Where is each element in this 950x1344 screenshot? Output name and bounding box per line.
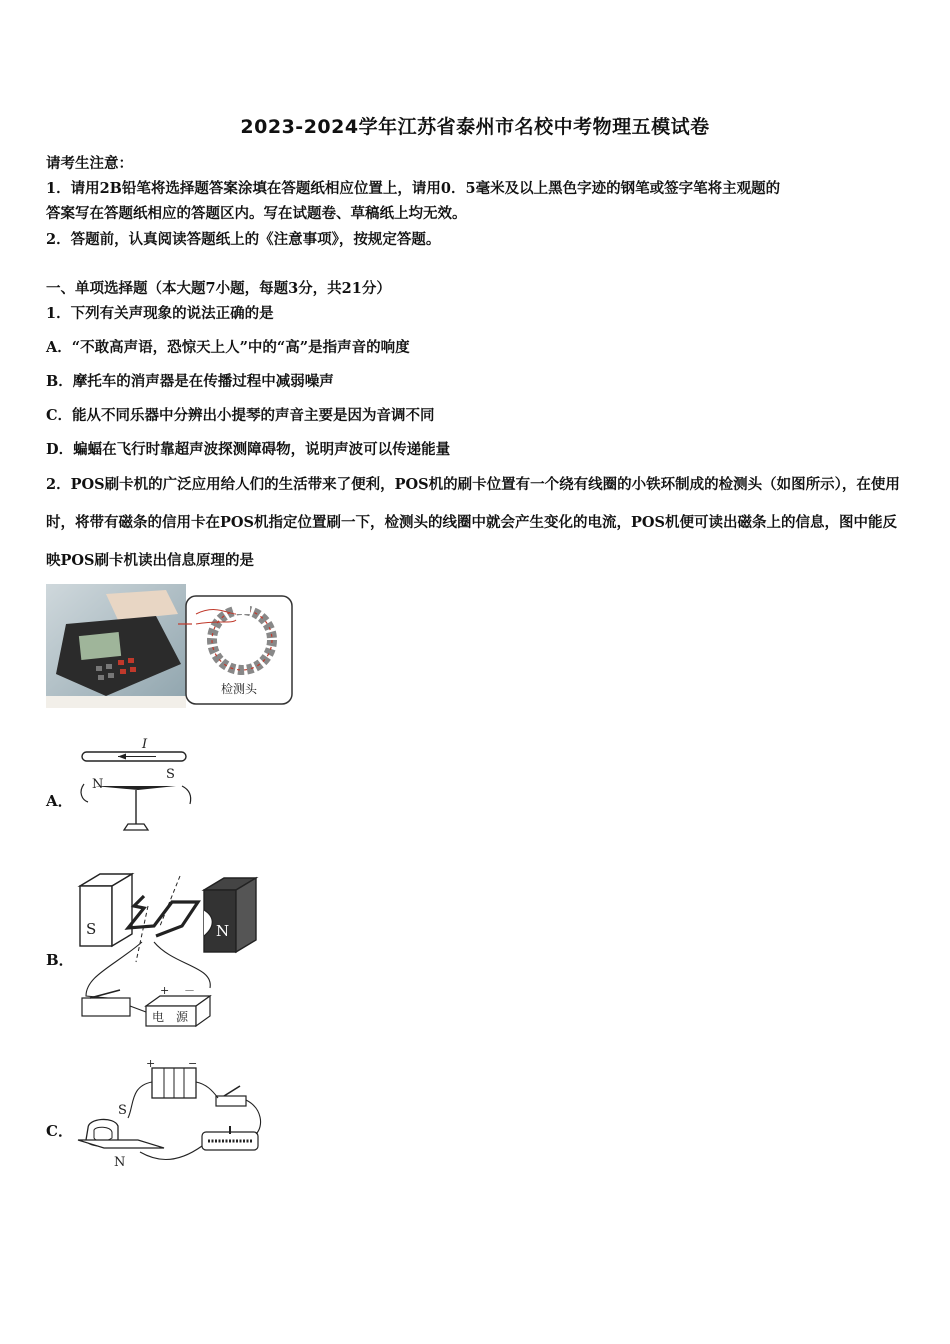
rail-shape [78,1140,164,1148]
north-pole-label: N [92,777,104,792]
option-c-circuit-figure [74,1056,274,1181]
option-b-motor-figure [74,866,264,1031]
battery-plus-label: + [146,1057,156,1070]
magnet-s-label: S [86,920,97,938]
question-1-option-b: B．摩托车的消声器是在传播过程中减弱噪声 [46,373,334,390]
magnet-n-label: N [216,922,230,940]
question-2-option-c-label: C． [46,1122,73,1140]
magnet-c-s-label: S [118,1103,127,1118]
question-1-option-d: D．蝙蝠在飞行时靠超声波探测障碍物，说明声波可以传递能量 [46,441,451,458]
question-2-option-b-label: B． [46,951,74,969]
rotation-arrow-right-icon [182,786,191,804]
power-plus-label: + [160,984,170,997]
question-2-stem: 2．POS刷卡机的广泛应用给人们的生活带来了便利，POS机的刷卡位置有一个绕有线圈的小铁环制成的检测头（如图所示），在使用时，将带有磁条的信用卡在POS机指定位置刷一下，检测头的线圈中就会产生变化的电流，POS机便可读出磁条上的信息，图中能反映POS刷卡机读出信息原理的是 [46,476,900,569]
question-2-option-a-label: A． [46,792,73,810]
coil-shape [128,896,198,936]
battery-minus-label: − [188,1057,198,1070]
south-pole-label: S [166,767,175,782]
section-heading: 一、单项选择题（本大题7小题，每题3分，共21分） [46,280,391,297]
switch-shape [82,998,130,1016]
page-title: 2023-2024学年江苏省泰州市名校中考物理五模试卷 [240,116,710,138]
pos-machine-figure [46,584,296,708]
knife-switch-shape [216,1096,246,1106]
power-supply-label: 电 源 [152,1010,189,1024]
notice-item-1-line-1: 1．请用2B铅笔将选择题答案涂填在答题纸相应位置上，请用0．5毫米及以上黑色字迹的钢笔或签字笔将主观题的 [46,180,781,197]
option-a-oersted-figure [70,738,210,838]
rotation-arrow-left-icon [81,784,88,802]
needle-stand-shape [124,824,148,830]
detector-caption: 检测头 [220,682,258,696]
power-minus-label: － [184,984,195,997]
compass-needle-shape [94,786,176,790]
current-label: I [142,738,148,752]
notice-item-1-line-2: 答案写在答题纸相应的答题区内。写在试题卷、草稿纸上均无效。 [46,205,467,222]
notice-item-2: 2．答题前，认真阅读答题纸上的《注意事项》，按规定答题。 [46,231,441,248]
pos-screen-shape [79,632,121,660]
question-1-stem: 1．下列有关声现象的说法正确的是 [46,305,274,322]
question-1-option-c: C．能从不同乐器中分辨出小提琴的声音主要是因为音调不同 [46,407,435,424]
magnet-c-n-label: N [114,1155,126,1170]
question-1-option-a: A．“不敢高声语，恐惊天上人”中的“高”是指声音的响度 [46,339,410,356]
notice-heading: 请考生注意： [46,155,133,172]
